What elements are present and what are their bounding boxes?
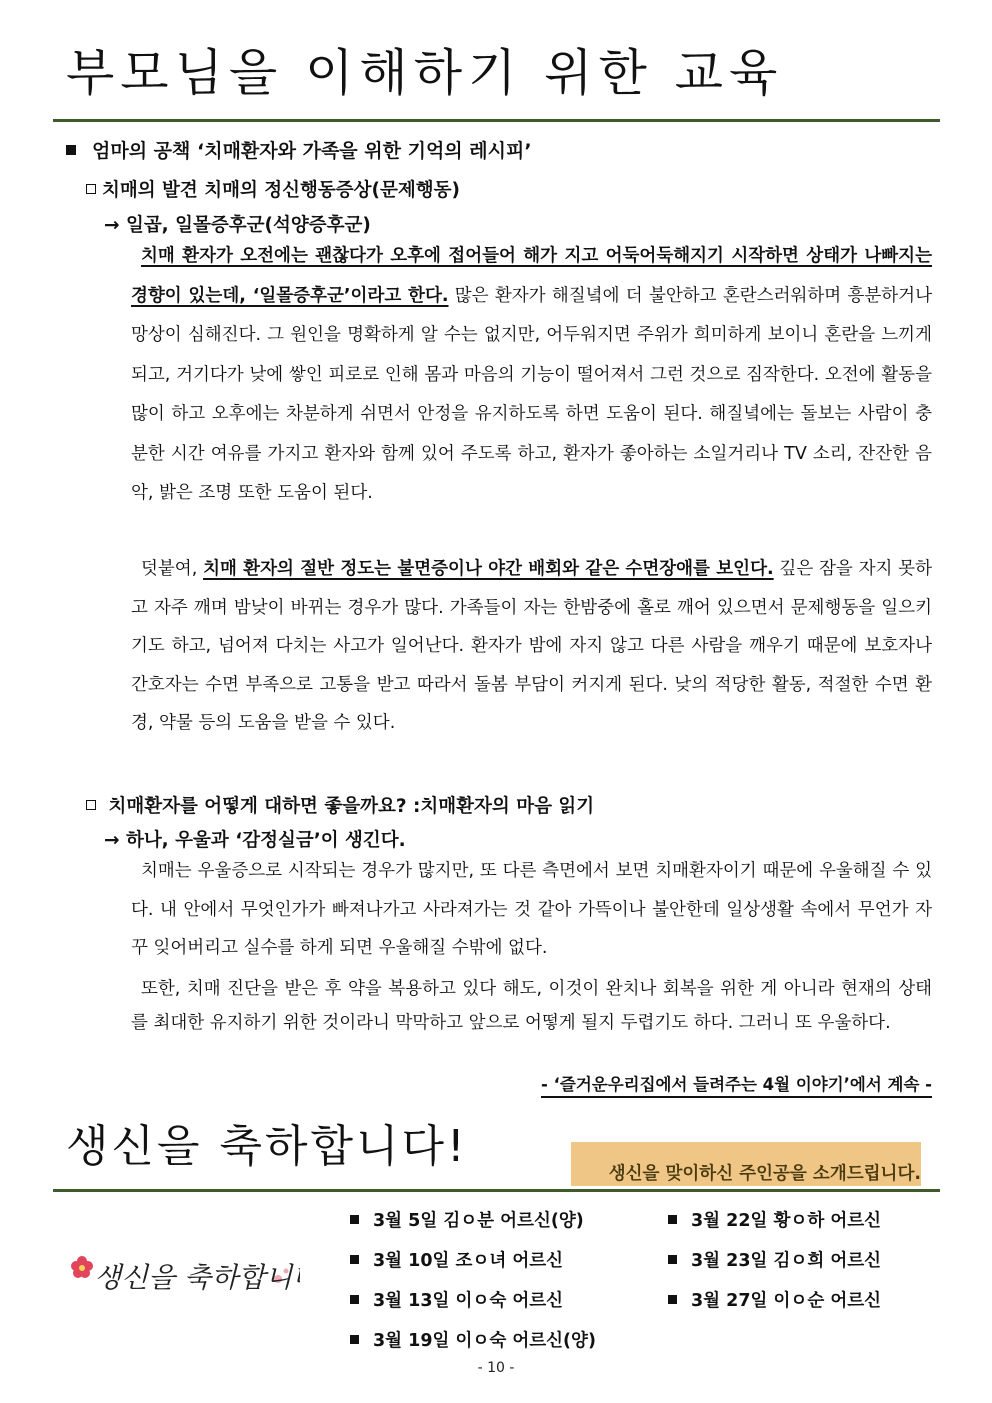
birthday-item-text: 3월 10일 조ㅇ녀 어르신 <box>373 1251 564 1271</box>
paragraph-1 <box>131 237 932 514</box>
birthday-item-text: 3월 19일 이ㅇ숙 어르신(양) <box>373 1331 596 1351</box>
birthday-note: 생신을 맞이하신 주인공을 소개드립니다. <box>571 1142 921 1186</box>
title-divider <box>53 119 940 122</box>
birthday-divider <box>53 1189 940 1192</box>
square-bullet-icon <box>66 145 76 155</box>
section-heading-text: 엄마의 공책 ‘치매환자와 가족을 위한 기억의 레시피’ <box>92 140 532 162</box>
square-bullet-icon <box>668 1215 677 1224</box>
logo-text: 생신을 축하합니다 <box>94 1261 300 1294</box>
square-bullet-icon <box>668 1255 677 1264</box>
source-citation: - ‘즐거운우리집에서 들려주는 4월 이야기’에서 계속 - <box>541 1071 932 1098</box>
birthday-item-text: 3월 23일 김ㅇ희 어르신 <box>691 1251 882 1271</box>
birthday-item <box>668 1207 881 1232</box>
paragraph-4: 또한, 치매 진단을 받은 후 약을 복용하고 있다 해도, 이것이 완치나 회복을 위한 게 아니라 현재의 상태를 최대한 유지하기 위한 것이라니 막막하고 앞으로 어떻게 될지 두렵기도 하다. 그러니 또 우울하다. <box>131 979 932 1033</box>
subheading-1-text: 치매의 발견 치매의 정신행동증상(문제행동) <box>102 180 460 201</box>
subheading-1 <box>86 176 460 202</box>
birthday-item-text: 3월 22일 황ㅇ하 어르신 <box>691 1211 882 1231</box>
birthday-item <box>668 1247 881 1272</box>
paragraph-1-text: 많은 환자가 해질녘에 더 불안하고 혼란스러워하며 흥분하거나 망상이 심해진다. 그 원인을 명확하게 알 수는 없지만, 어두워지면 주위가 희미하게 보이니 혼란을 느끼게 되고, 거기다가 낮에 쌓인 피로로 인해 몸과 마음의 기능이 떨어져서 그런 것으로 짐작한다. 오전에 활동을 많이 하고 오후에는 차분하게 쉬면서 안정을 유지하도록 하면 도움이 된다. 해질녘에는 돌보는 사람이 충분한 시간 여유를 가지고 환자와 함께 있어 주도록 하고, 환자가 좋아하는 소일거리나 TV 소리, 잔잔한 음악, 밝은 조명 또한 도움이 된다. <box>131 285 932 503</box>
square-bullet-icon <box>668 1295 677 1304</box>
paragraph-2-intro: 덧붙여, <box>141 559 204 579</box>
birthday-title: 생신을 축하합니다! <box>66 1121 468 1172</box>
birthday-item <box>350 1207 584 1232</box>
square-bullet-icon <box>350 1335 359 1344</box>
birthday-item-text: 3월 13일 이ㅇ숙 어르신 <box>373 1291 564 1311</box>
arrow-heading-1: → 일곱, 일몰증후군(석양증후군) <box>104 215 371 236</box>
birthday-item-text: 3월 5일 김ㅇ분 어르신(양) <box>373 1211 584 1231</box>
square-bullet-icon <box>350 1295 359 1304</box>
square-bullet-icon <box>350 1215 359 1224</box>
paragraph-1-emphasis: 치매 환자가 오전에는 괜찮다가 오후에 접어들어 해가 지고 어둑어둑해지기 시작하면 상태가 나빠지는 경향이 있는데, ‘일몰증후군’이라고 한다. <box>131 246 932 306</box>
section-heading <box>66 136 532 163</box>
page-title: 부모님을 이해하기 위한 교육 <box>66 44 784 102</box>
paragraph-2-text: 깊은 잠을 자지 못하고 자주 깨며 밤낮이 바뀌는 경우가 많다. 가족들이 자는 한밤중에 홀로 깨어 있으면서 문제행동을 일으키기도 하고, 넘어져 다치는 사고가 일어난다. 환자가 밤에 자지 않고 다른 사람을 깨우기 때문에 보호자나 간호자는 수면 부족으로 고통을 받고 따라서 돌봄 부담이 커지게 된다. 낮의 적당한 활동, 적절한 수면 환경, 약물 등의 도움을 받을 수 있다. <box>131 559 932 734</box>
birthday-item <box>668 1287 881 1312</box>
subheading-2 <box>86 792 594 818</box>
birthday-item <box>350 1247 563 1272</box>
birthday-item-text: 3월 27일 이ㅇ순 어르신 <box>691 1291 882 1311</box>
paragraph-2-emphasis: 치매 환자의 절반 정도는 불면증이나 야간 배회와 같은 수면장애를 보인다. <box>203 559 774 579</box>
page-number: - 10 - <box>477 1360 515 1376</box>
birthday-item <box>350 1287 563 1312</box>
flower-icon <box>70 1245 300 1305</box>
checkbox-bullet-icon <box>86 184 96 194</box>
birthday-item <box>350 1327 596 1352</box>
square-bullet-icon <box>350 1255 359 1264</box>
paragraph-3: 치매는 우울증으로 시작되는 경우가 많지만, 또 다른 측면에서 보면 치매환자이기 때문에 우울해질 수 있다. 내 안에서 무엇인가가 빠져나가고 사라져가는 것 같아 가뜩이나 불안한데 일상생활 속에서 무언가 자꾸 잊어버리고 실수를 하게 되면 우울해질 수밖에 없다. <box>131 861 932 959</box>
paragraph-2 <box>131 550 932 743</box>
birthday-logo <box>70 1245 300 1305</box>
checkbox-bullet-icon <box>86 800 96 810</box>
arrow-heading-2: → 하나, 우울과 ‘감정실금’이 생긴다. <box>104 830 406 851</box>
subheading-2-text: 치매환자를 어떻게 대하면 좋을까요? :치매환자의 마음 읽기 <box>108 796 595 817</box>
